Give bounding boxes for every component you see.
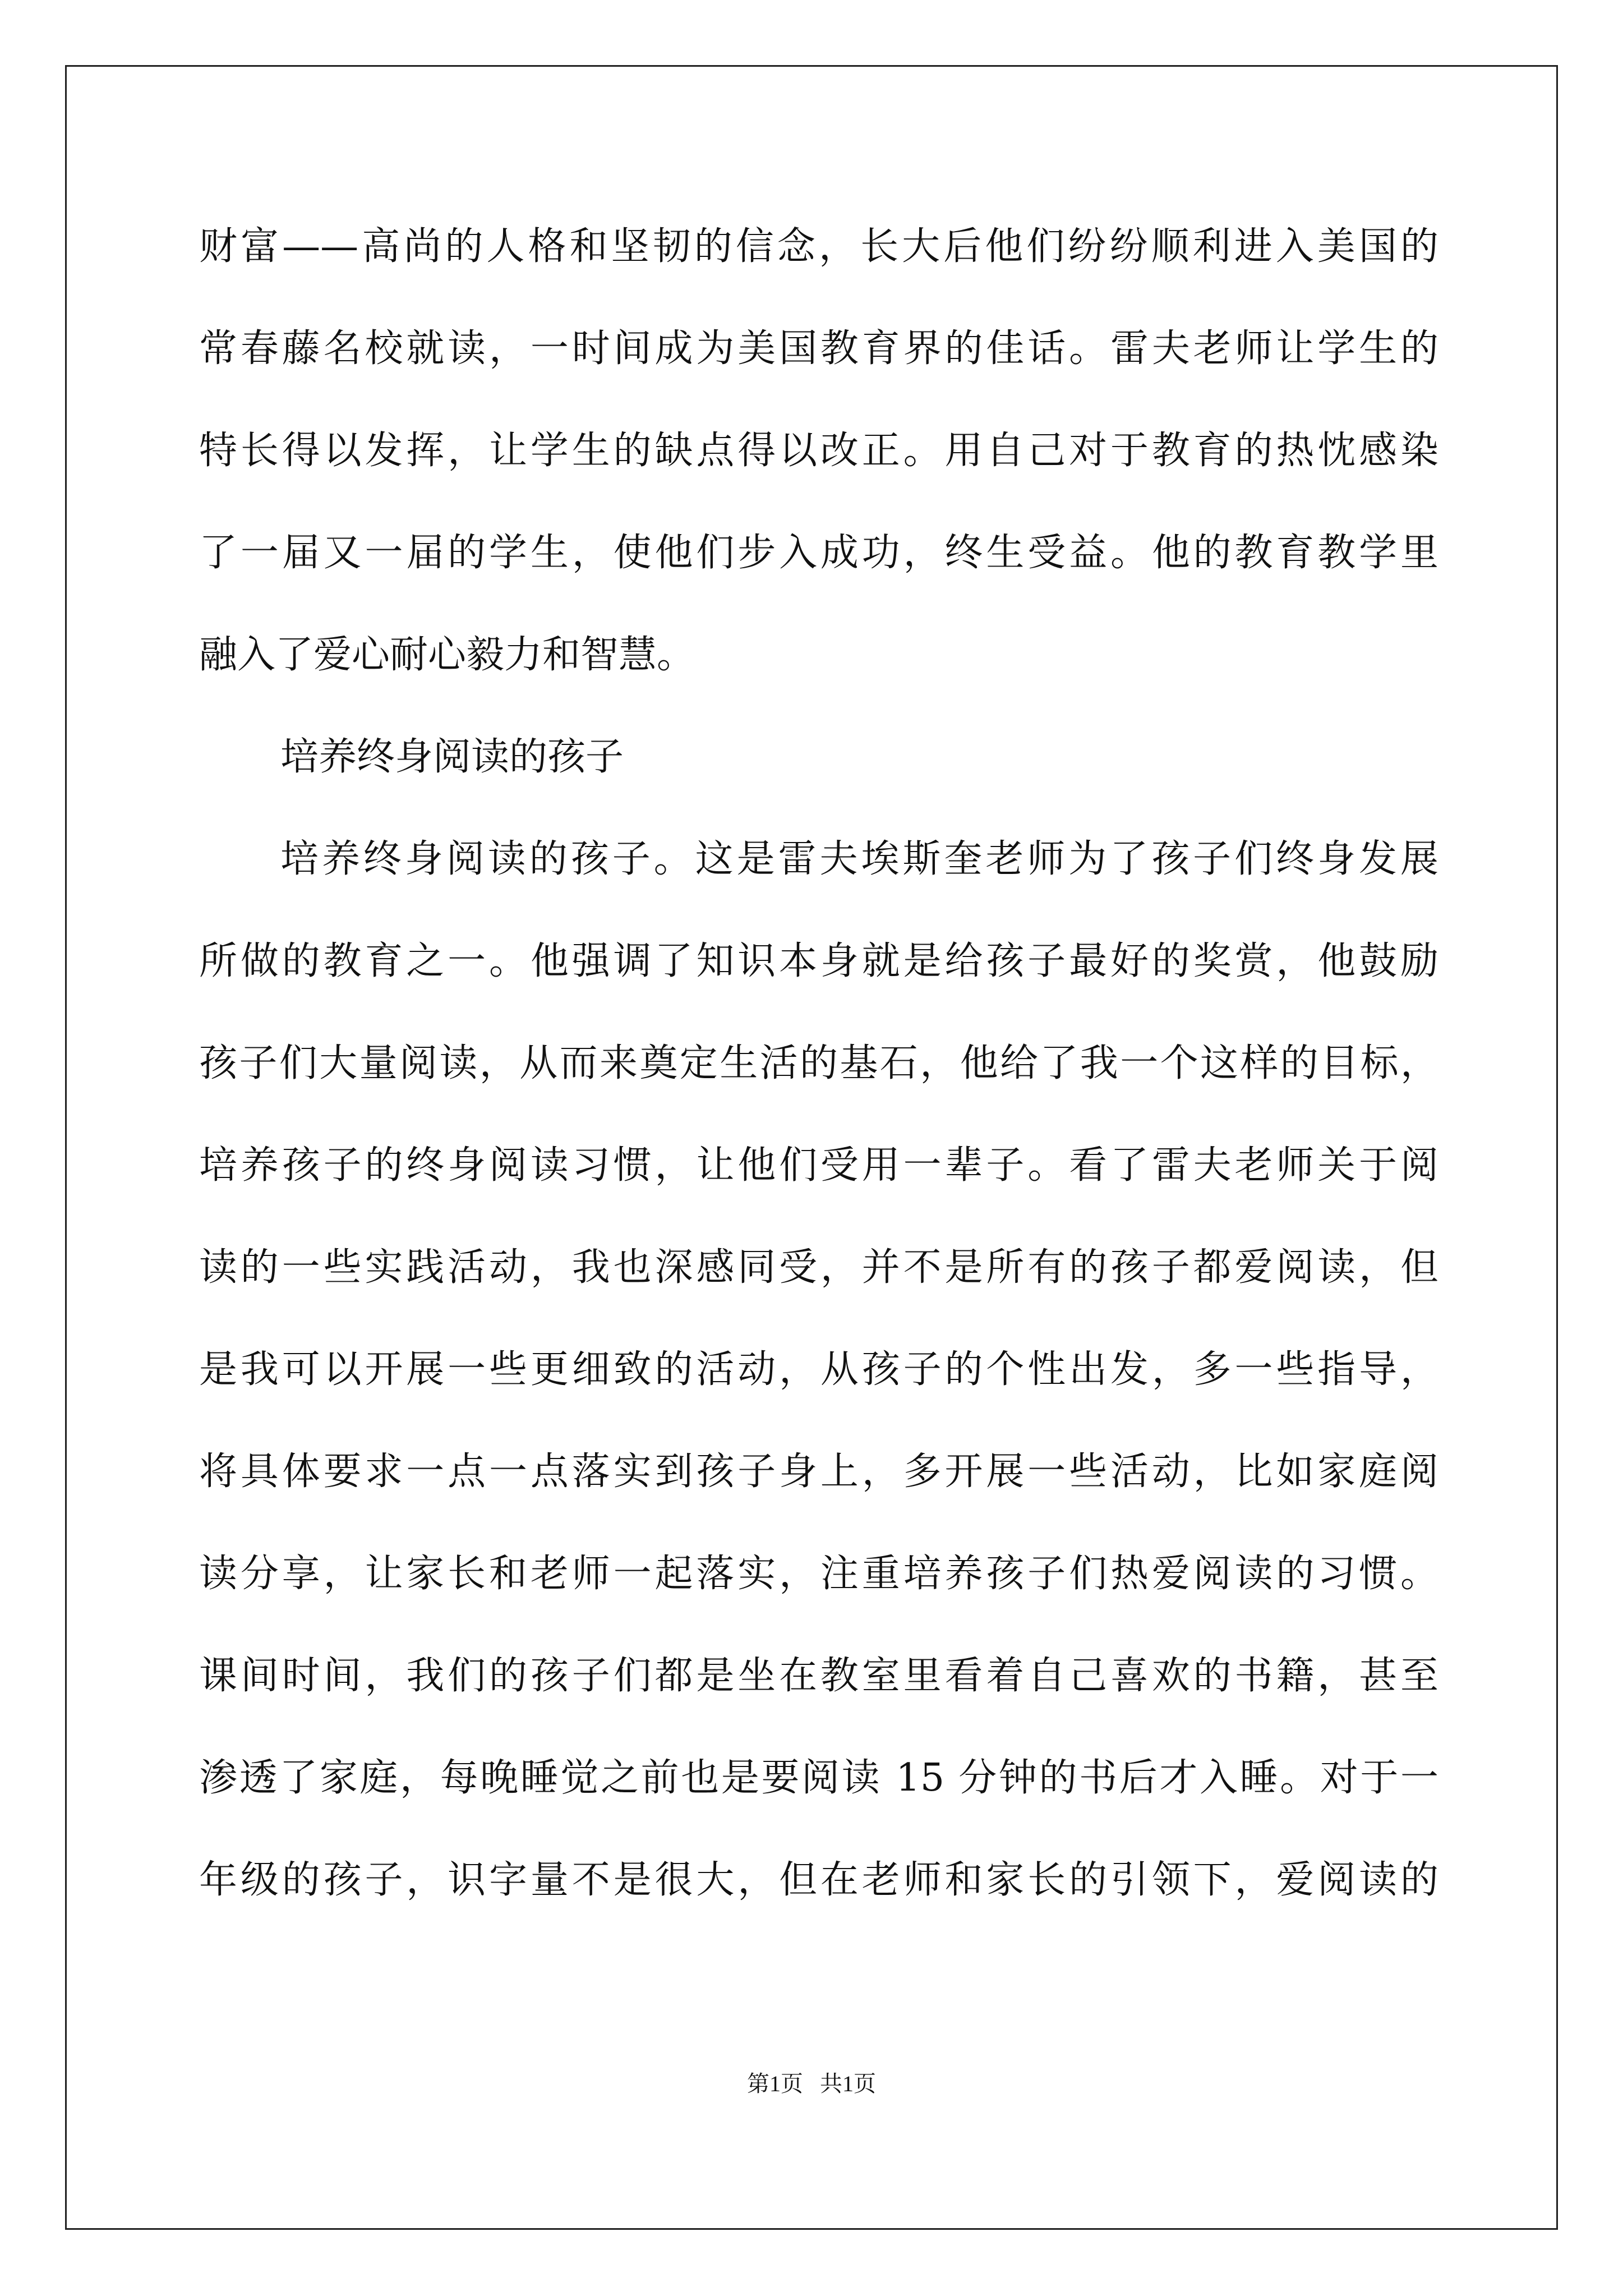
text-line: 读的一些实践活动，我也深感同受，并不是所有的孩子都爱阅读，但 (199, 1245, 1438, 1290)
text-line: 融入了爱心耐心毅力和智慧。 (199, 633, 695, 677)
text-line: 年级的孩子，识字量不是很大，但在老师和家长的引领下，爱阅读的 (199, 1858, 1438, 1902)
text-line: 财富——高尚的人格和坚韧的信念，长大后他们纷纷顺利进入美国的 (199, 224, 1438, 269)
text-line: 特长得以发挥，让学生的缺点得以改正。用自己对于教育的热忱感染 (199, 429, 1438, 473)
page-footer: 第1页 共1页 (747, 2071, 876, 2096)
text-line: 是我可以开展一些更细致的活动，从孩子的个性出发，多一些指导， (199, 1347, 1438, 1392)
text-line: 所做的教育之一。他强调了知识本身就是给孩子最好的奖赏，他鼓励 (199, 939, 1438, 983)
text-line: 培养终身阅读的孩子。这是雷夫埃斯奎老师为了孩子们终身发展 (280, 837, 1438, 881)
text-line: 常春藤名校就读，一时间成为美国教育界的佳话。雷夫老师让学生的 (199, 326, 1438, 371)
text-line: 读分享，让家长和老师一起落实，注重培养孩子们热爱阅读的习惯。 (199, 1552, 1438, 1596)
text-line: 孩子们大量阅读，从而来奠定生活的基石，他给了我一个这样的目标， (199, 1041, 1438, 1085)
text-line: 渗透了家庭，每晚睡觉之前也是要阅读 15 分钟的书后才入睡。对于一 (199, 1756, 1438, 1800)
text-line: 培养孩子的终身阅读习惯，让他们受用一辈子。看了雷夫老师关于阅 (199, 1143, 1438, 1188)
text-line: 课间时间，我们的孩子们都是坐在教室里看着自己喜欢的书籍，甚至 (199, 1654, 1438, 1698)
text-line: 了一届又一届的学生，使他们步入成功，终生受益。他的教育教学里 (199, 531, 1438, 575)
text-line: 将具体要求一点一点落实到孩子身上，多开展一些活动，比如家庭阅 (199, 1450, 1438, 1494)
section-heading: 培养终身阅读的孩子 (280, 735, 624, 779)
